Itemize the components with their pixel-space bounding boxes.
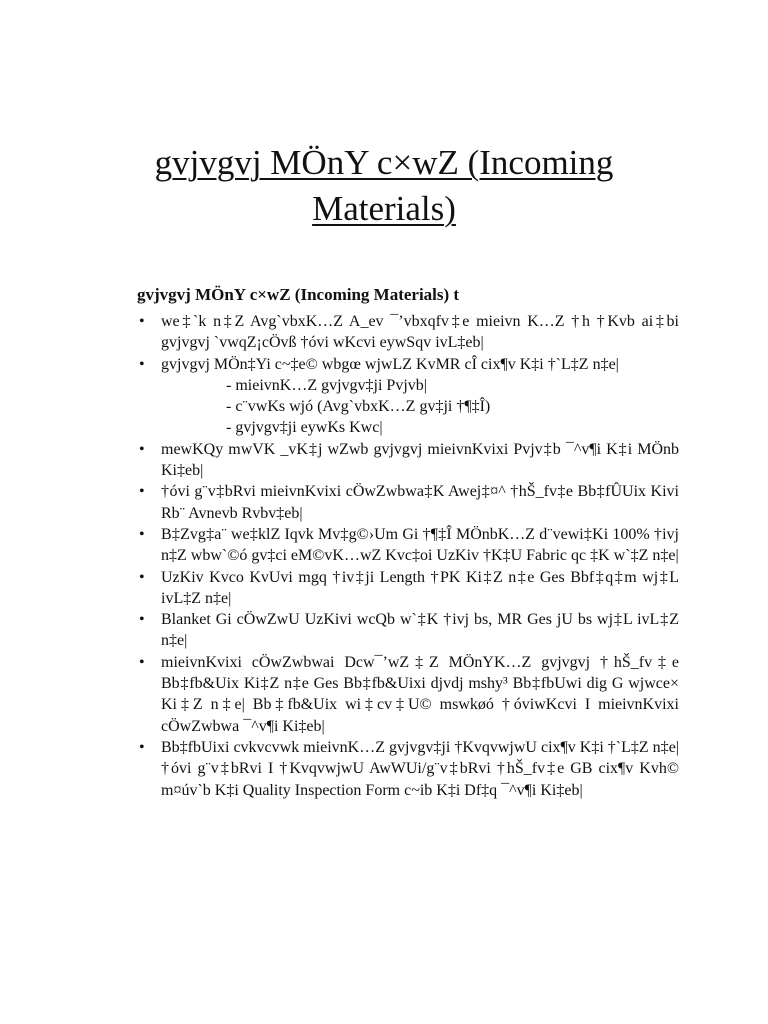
list-item — [137, 439, 679, 482]
bullet-icon: • — [139, 483, 145, 501]
list-item — [137, 567, 679, 610]
page-title-line-1: gvjvgvj MÖnY c×wZ (Incoming — [154, 143, 614, 182]
page-title — [120, 140, 648, 232]
list-subitem: - c¨vwKs wjó (Avg`vbxK…Z gv‡ji †¶‡Î) — [226, 398, 491, 416]
list-item-text: †óvi g¨v‡bRvi mieivnKvixi cÖwZwbwa‡K Awej‡¤^ †hŠ_fv‡e Bb‡fÛUix Kivi Rb¨ Avnevb Rvbv‡eb| — [161, 483, 679, 522]
page-title-line-2: Materials) — [312, 189, 456, 228]
section-heading: gvjvgvj MÖnY c×wZ (Incoming Materials) t — [137, 285, 460, 304]
bullet-icon: • — [139, 313, 145, 330]
list-item-text: Bb‡fbUixi cvkvcvwk mieivnK…Z gvjvgv‡ji †KvqvwjwU cix¶v K‡i †`L‡Z n‡e| †óvi g¨v‡bRvi I †KvqvwjwU AwWUi/g¨v‡bRvi †hŠ_fv‡e GB cix¶v Kvh© m¤úv`b K‡i Quality Inspection Form c~ib K‡i Df‡q ¯^v¶i Ki‡eb| — [161, 738, 679, 799]
bullet-icon: • — [139, 355, 145, 373]
list-item — [137, 311, 679, 354]
list-subitem: - mieivnK…Z gvjvgv‡ji Pvjvb| — [226, 376, 427, 394]
bullet-icon: • — [139, 525, 145, 543]
bullet-icon: • — [139, 653, 145, 671]
list-item — [137, 354, 679, 439]
list-item-text: Blanket Gi cÖwZwU UzKivi wcQb w`‡K †ivj bs, MR Ges jU bs wj‡L ivL‡Z n‡e| — [161, 611, 679, 650]
list-item — [137, 524, 679, 567]
list-item-text: B‡Zvg‡a¨ we‡klZ Iqvk Mv‡g©›Um Gi †¶‡Î MÖnbK…Z d¨vewi‡Ki 100% †ivj n‡Z wbw`©ó gv‡ci eM©vK…wZ Kvc‡oi UzKiv †K‡U Fabric qc ‡K w`‡Z n‡e| — [161, 525, 679, 565]
bullet-icon: • — [139, 738, 145, 756]
list-item-text: mieivnKvixi cÖwZwbwai Dcw¯’wZ‡Z MÖnYK…Z gvjvgvj †hŠ_fv‡e Bb‡fb&Uix Ki‡Z n‡e Ges Bb‡fb&Uixi djvdj mshy³ Bb‡fbUwi dig G wjwce× Ki‡Z n‡e| Bb‡fb&Uix wi‡cv‡U© mswkøó †óviwKcvi I mieivnKvixi cÖwZwbwa ¯^v¶i Ki‡eb| — [161, 653, 679, 735]
list-subitem: - gvjvgv‡ji eywKs Kwc| — [226, 419, 383, 437]
bullet-icon: • — [139, 611, 145, 629]
list-item-text: mewKQy mwVK _vK‡j wZwb gvjvgvj mieivnKvixi Pvjv‡b ¯^v¶i K‡i MÖnb Ki‡eb| — [161, 440, 679, 480]
list-item — [137, 737, 679, 801]
bullet-list — [137, 311, 679, 801]
bullet-icon: • — [139, 568, 145, 586]
list-item-text: gvjvgvj MÖn‡Yi c~‡e© wbgœ wjwLZ KvMR cÎ cix¶v K‡i †`L‡Z n‡e| — [161, 355, 619, 373]
list-item-text: we‡`k n‡Z Avg`vbxK…Z A_ev ¯’vbxqfv‡e mieivn K…Z †h †Kvb ai‡bi gvjvgvj `vwqZ¡cÖvß †óvi wKcvi eywSqv ivL‡eb| — [161, 313, 679, 352]
bullet-icon: • — [139, 440, 145, 458]
list-item — [137, 609, 679, 652]
list-item-text: UzKiv Kvco KvUvi mgq †iv‡ji Length †PK Ki‡Z n‡e Ges Bbf‡q‡m wj‡L ivL‡Z n‡e| — [161, 568, 679, 607]
list-item — [137, 652, 679, 737]
list-item — [137, 481, 679, 524]
